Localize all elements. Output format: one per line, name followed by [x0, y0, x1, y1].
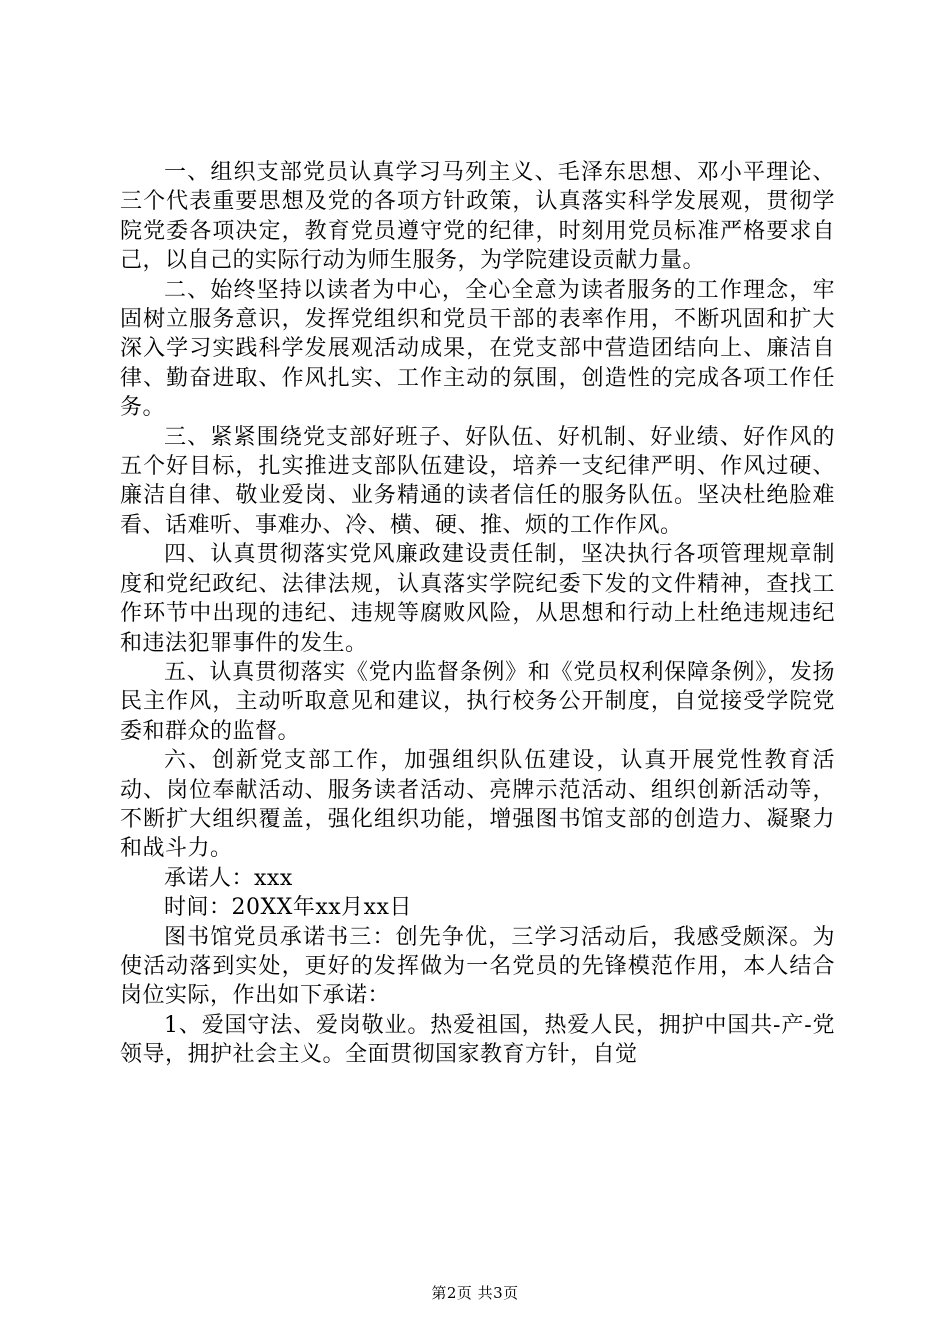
paragraph-1: 一、组织支部党员认真学习马列主义、毛泽东思想、邓小平理论、三个代表重要思想及党的各项方针政策，认真落实科学发展观，贯彻学院党委各项决定，教育党员遵守党的纪律，时刻用党员标准严格要求自己，以自己的实际行动为师生服务，为学院建设贡献力量。	[120, 160, 835, 274]
document-body	[120, 158, 835, 1070]
date-line: 时间：20XX年xx月xx日	[164, 895, 412, 921]
paragraph-2: 二、始终坚持以读者为中心，全心全意为读者服务的工作理念，牢固树立服务意识，发挥党组织和党员干部的表率作用，不断巩固和扩大深入学习实践科学发展观活动成果，在党支部中营造团结向上、廉洁自律、勤奋进取、作风扎实、工作主动的氛围，创造性的完成各项工作任务。	[120, 277, 835, 421]
paragraph-pledge-intro: 图书馆党员承诺书三：创先争优，三学习活动后，我感受颇深。为使活动落到实处，更好的发挥做为一名党员的先锋模范作用，本人结合岗位实际，作出如下承诺：	[120, 924, 835, 1009]
paragraph-pledge-1: 1、爱国守法、爱岗敬业。热爱祖国，热爱人民，拥护中国共-产-党领导，拥护社会主义。全面贯彻国家教育方针，自觉	[120, 1012, 835, 1068]
paragraph-3: 三、紧紧围绕党支部好班子、好队伍、好机制、好业绩、好作风的五个好目标，扎实推进支部队伍建设，培养一支纪律严明、作风过硬、廉洁自律、敬业爱岗、业务精通的读者信任的服务队伍。坚决杜绝脸难看、话难听、事难办、冷、横、硬、推、烦的工作作风。	[120, 424, 835, 538]
paragraph-5: 五、认真贯彻落实《党内监督条例》和《党员权利保障条例》，发扬民主作风，主动听取意见和建议，执行校务公开制度，自觉接受学院党委和群众的监督。	[120, 659, 835, 744]
signatory-line: 承诺人：xxx	[164, 865, 293, 891]
paragraph-6: 六、创新党支部工作，加强组织队伍建设，认真开展党性教育活动、岗位奉献活动、服务读者活动、亮牌示范活动、组织创新活动等，不断扩大组织覆盖，强化组织功能，增强图书馆支部的创造力、凝聚力和战斗力。	[120, 748, 835, 862]
page-number-footer: 第2页 共3页	[431, 1284, 519, 1302]
paragraph-4: 四、认真贯彻落实党风廉政建设责任制，坚决执行各项管理规章制度和党纪政纪、法律法规，认真落实学院纪委下发的文件精神，查找工作环节中出现的违纪、违规等腐败风险，从思想和行动上杜绝违规违纪和违法犯罪事件的发生。	[120, 542, 835, 656]
